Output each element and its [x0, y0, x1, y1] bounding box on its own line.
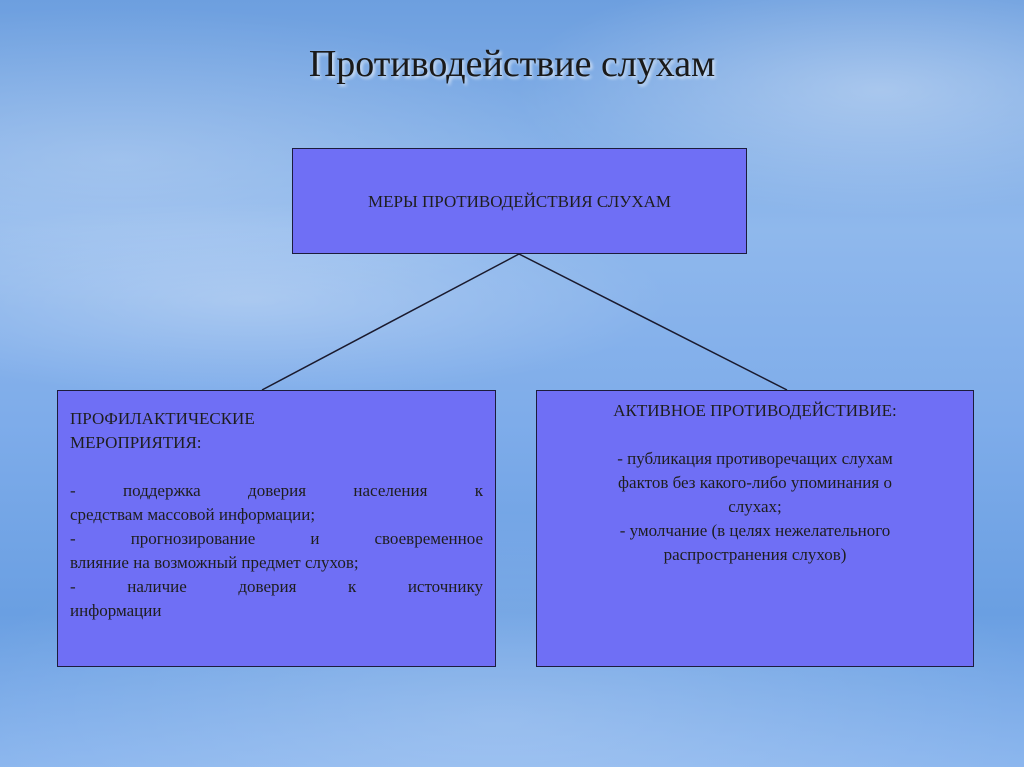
- root-node-box: [292, 148, 747, 254]
- active-item1-line1: - публикация противоречащих слухам: [617, 449, 893, 468]
- preventive-item2-line1: - прогнозирование и своевременное: [70, 529, 483, 548]
- connector-line-right: [519, 254, 787, 390]
- preventive-item3-line1: - наличие доверия к источнику: [70, 577, 483, 596]
- active-item1-line2: фактов без какого-либо упоминания о: [618, 473, 892, 492]
- preventive-item1-line2: средствам массовой информации;: [70, 505, 316, 524]
- active-item2-line1: - умолчание (в целях нежелательного: [619, 521, 891, 540]
- preventive-item1-line1: - поддержка доверия населения к: [70, 481, 483, 500]
- preventive-heading-line1: ПРОФИЛАКТИЧЕСКИЕ: [70, 409, 255, 428]
- active-counteraction-box: [536, 390, 974, 667]
- preventive-measures-box: [57, 390, 496, 667]
- active-heading: АКТИВНОЕ ПРОТИВОДЕЙСТИВИЕ:: [613, 401, 897, 420]
- active-item2-line2: распространения слухов): [663, 545, 847, 564]
- preventive-item2-line2: влияние на возможный предмет слухов;: [70, 553, 359, 572]
- preventive-heading-line2: МЕРОПРИЯТИЯ:: [70, 433, 202, 452]
- active-item1-line3: слухах;: [728, 497, 782, 516]
- root-node-label: МЕРЫ ПРОТИВОДЕЙСТВИЯ СЛУХАМ: [367, 192, 671, 211]
- slide-title: Противодействие слухам: [308, 43, 716, 85]
- preventive-item3-line2: информации: [70, 601, 162, 620]
- connector-line-left: [262, 254, 519, 390]
